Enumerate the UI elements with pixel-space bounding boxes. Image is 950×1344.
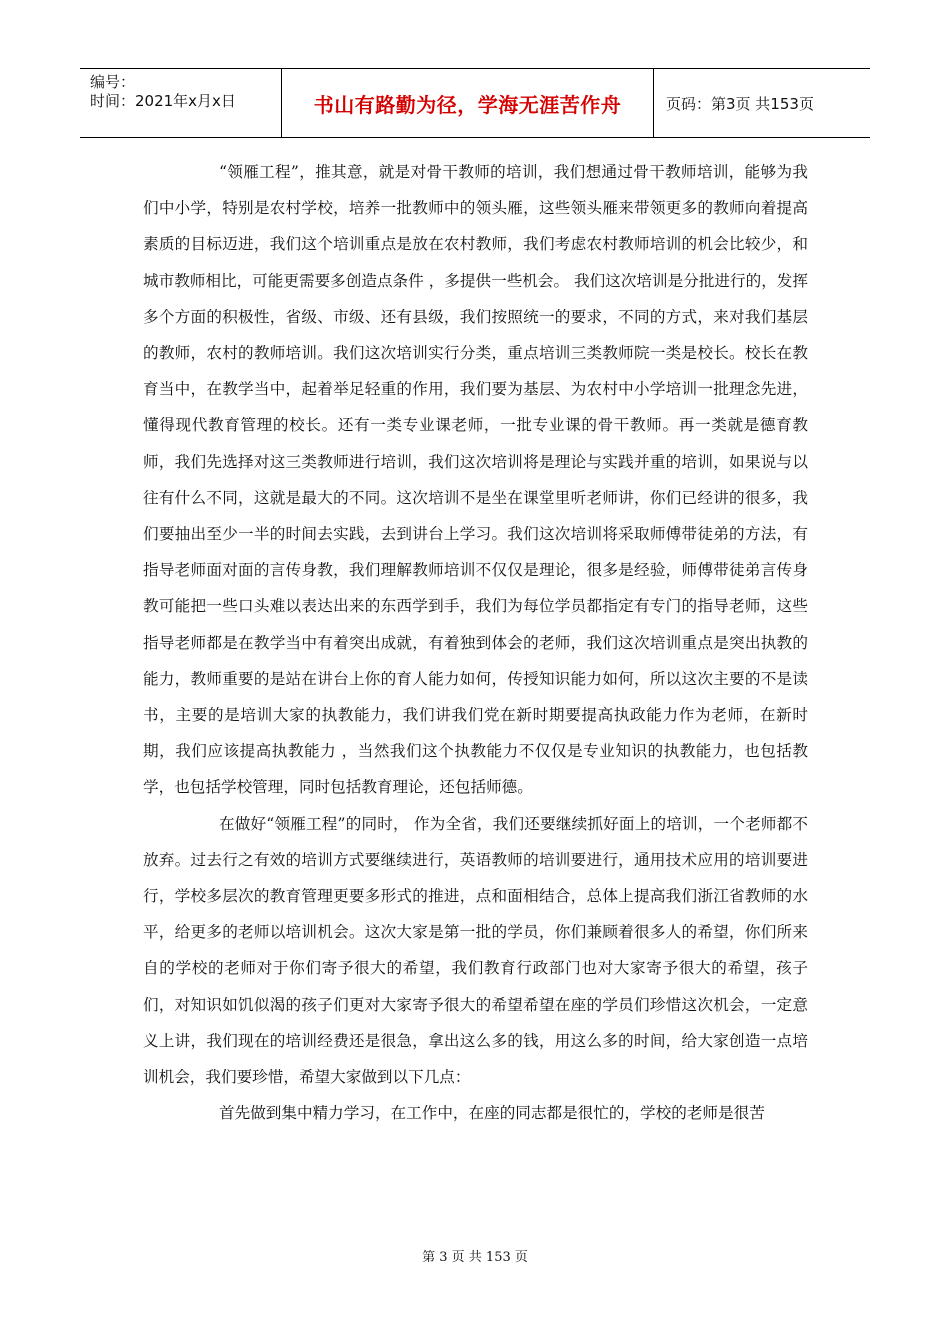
- document-date: 时间：2021年x月x日: [90, 92, 236, 110]
- header-page-number: 页码：第3页 共153页: [666, 94, 814, 113]
- header-page-info: [654, 69, 870, 137]
- paragraph: 首先做到集中精力学习，在工作中，在座的同志都是很忙的，学校的老师是很苦: [219, 1104, 765, 1123]
- header-motto-cell: [282, 69, 654, 137]
- paragraph: 在做好“领雁工程”的同时， 作为全省，我们还要继续抓好面上的培训，一个老师都不放弃。过去行之有效的培训方式要继续进行，英语教师的培训要进行，通用技术应用的培训要进行，学校多层次的教育管理更要多形式的推进，点和面相结合，总体上提高我们浙江省教师的水平，给更多的老师以培训机会。这次大家是第一批的学员，你们兼顾着很多人的希望，你们所来自的学校的老师对于你们寄予很大的希望，我们教育行政部门也对大家寄予很大的希望，孩子们，对知识如饥似渴的孩子们更对大家寄予很大的希望希望在座的学员们珍惜这次机会，一定意义上讲，我们现在的培训经费还是很急，拿出这么多的钱，用这么多的时间，给大家创造一点培训机会，我们要珍惜，希望大家做到以下几点：: [143, 814, 808, 1087]
- page-footer: 第 3 页 共 153 页: [422, 1250, 528, 1265]
- header-meta: [80, 69, 282, 137]
- paragraph: “领雁工程”，推其意，就是对骨干教师的培训，我们想通过骨干教师培训，能够为我们中小学，特别是农村学校，培养一批教师中的领头雁，这些领头雁来带领更多的教师向着提高素质的目标迈进，我们这个培训重点是放在农村教师，我们考虑农村教师培训的机会比较少，和城市教师相比，可能更需要多创造点条件 ，多提供一些机会。 我们这次培训是分批进行的，发挥多个方面的积极性，省级、市级、还有县级，我们按照统一的要求，不同的方式，来对我们基层的教师，农村的教师培训。我们这次培训实行分类，重点培训三类教师院一类是校长。校长在教育当中，在教学当中，起着举足轻重的作用，我们要为基层、为农村中小学培训一批理念先进，懂得现代教育管理的校长。还有一类专业课老师，一批专业课的骨干教师。再一类就是德育教师，我们先选择对这三类教师进行培训，我们这次培训将是理论与实践并重的培训，如果说与以往有什么不同，这就是最大的不同。这次培训不是坐在课堂里听老师讲，你们已经讲的很多，我们要抽出至少一半的时间去实践，去到讲台上学习。我们这次培训将采取师傅带徒弟的方法，有指导老师面对面的言传身教，我们理解教师培训不仅仅是理论，很多是经验，师傅带徒弟言传身教可能把一些口头难以表达出来的东西学到手，我们为每位学员都指定有专门的指导老师，这些指导老师都是在教学当中有着突出成就，有着独到体会的老师，我们这次培训重点是突出执教的能力，教师重要的是站在讲台上你的育人能力如何，传授知识能力如何，所以这次主要的不是读书，主要的是培训大家的执教能力，我们讲我们党在新时期要提高执政能力作为老师，在新时期，我们应该提高执教能力 ，当然我们这个执教能力不仅仅是专业知识的执教能力，也包括教学，也包括学校管理，同时包括教育理论，还包括师德。: [143, 163, 808, 797]
- page-header: [80, 68, 870, 138]
- document-body: [143, 154, 808, 1131]
- header-motto: 书山有路勤为径，学海无涯苦作舟: [313, 92, 622, 117]
- document-code-label: 编号：: [90, 73, 136, 91]
